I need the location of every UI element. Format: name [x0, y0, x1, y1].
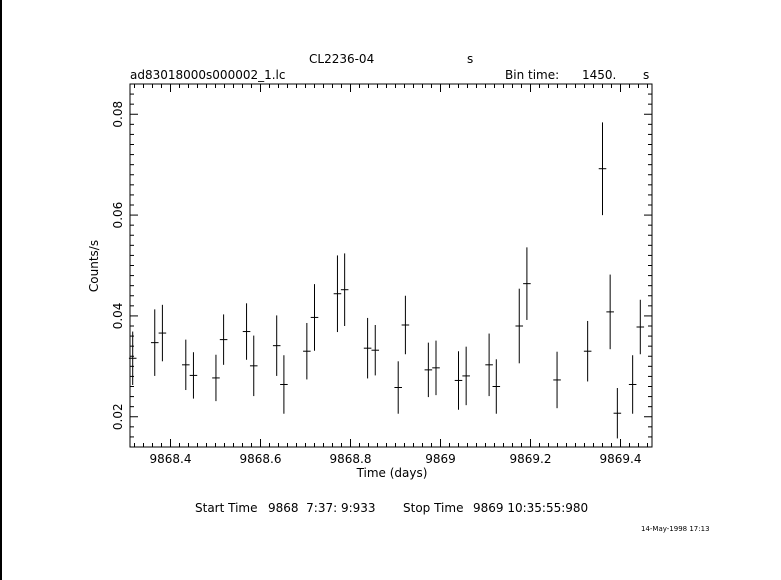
- data-point: [515, 289, 523, 364]
- y-tick-label: 0.06: [111, 201, 125, 229]
- data-point: [553, 352, 561, 408]
- x-tick-label: 9869.4: [599, 452, 642, 466]
- stop-time-label: Stop Time: [403, 501, 464, 515]
- x-tick-label: 9868.8: [329, 452, 372, 466]
- axis-ticks: [130, 84, 652, 447]
- data-point: [371, 325, 379, 375]
- data-point: [159, 305, 167, 361]
- x-tick-label: 9868.6: [239, 452, 282, 466]
- data-point: [182, 340, 190, 390]
- x-axis-label: Time (days): [356, 466, 428, 480]
- data-point: [402, 296, 410, 354]
- y-tick-label: 0.08: [111, 100, 125, 128]
- data-point: [151, 309, 159, 376]
- data-point: [250, 336, 258, 397]
- data-point: [599, 122, 607, 215]
- data-point: [220, 314, 228, 364]
- data-point: [364, 318, 372, 379]
- data-point: [485, 334, 493, 397]
- data-point: [212, 355, 220, 401]
- data-point: [190, 352, 198, 398]
- y-tick-label: 0.04: [111, 302, 125, 330]
- date-stamp: 14-May-1998 17:13: [641, 525, 710, 533]
- y-axis-label: Counts/s: [87, 239, 101, 293]
- bin-time-unit: s: [643, 68, 650, 82]
- data-point: [311, 284, 319, 351]
- data-point: [455, 351, 463, 409]
- x-tick-label: 9868.4: [149, 452, 192, 466]
- start-time-label: Start Time: [195, 501, 258, 515]
- plot-frame: [130, 84, 652, 447]
- data-point: [425, 343, 433, 397]
- stop-time-value: 9869 10:35:55:980: [473, 501, 589, 515]
- bin-time-value: 1450.: [582, 68, 617, 82]
- data-point: [462, 347, 470, 405]
- data-points: [129, 122, 644, 438]
- data-point: [334, 255, 342, 332]
- object-name: CL2236-04: [309, 52, 375, 66]
- x-tick-label: 9869: [425, 452, 456, 466]
- x-tick-label: 9869.2: [509, 452, 552, 466]
- data-point: [243, 303, 251, 359]
- data-point: [606, 275, 614, 350]
- data-point: [584, 321, 592, 382]
- data-point: [394, 361, 402, 413]
- data-point: [637, 300, 645, 354]
- data-point: [280, 355, 288, 413]
- data-point: [614, 388, 622, 438]
- start-time-value: 9868 7:37: 9:933: [268, 501, 376, 515]
- object-unit: s: [467, 52, 474, 66]
- data-point: [273, 315, 281, 376]
- data-point: [341, 253, 349, 326]
- y-tick-labels: [111, 101, 125, 430]
- x-tick-labels: [150, 452, 642, 466]
- data-point: [523, 247, 531, 320]
- bin-time-label: Bin time:: [505, 68, 560, 82]
- data-point: [303, 323, 311, 379]
- data-point: [493, 359, 501, 413]
- data-point: [432, 341, 440, 395]
- y-tick-label: 0.02: [111, 403, 125, 431]
- filename: ad83018000s000002_1.lc: [130, 68, 286, 82]
- data-point: [629, 355, 637, 413]
